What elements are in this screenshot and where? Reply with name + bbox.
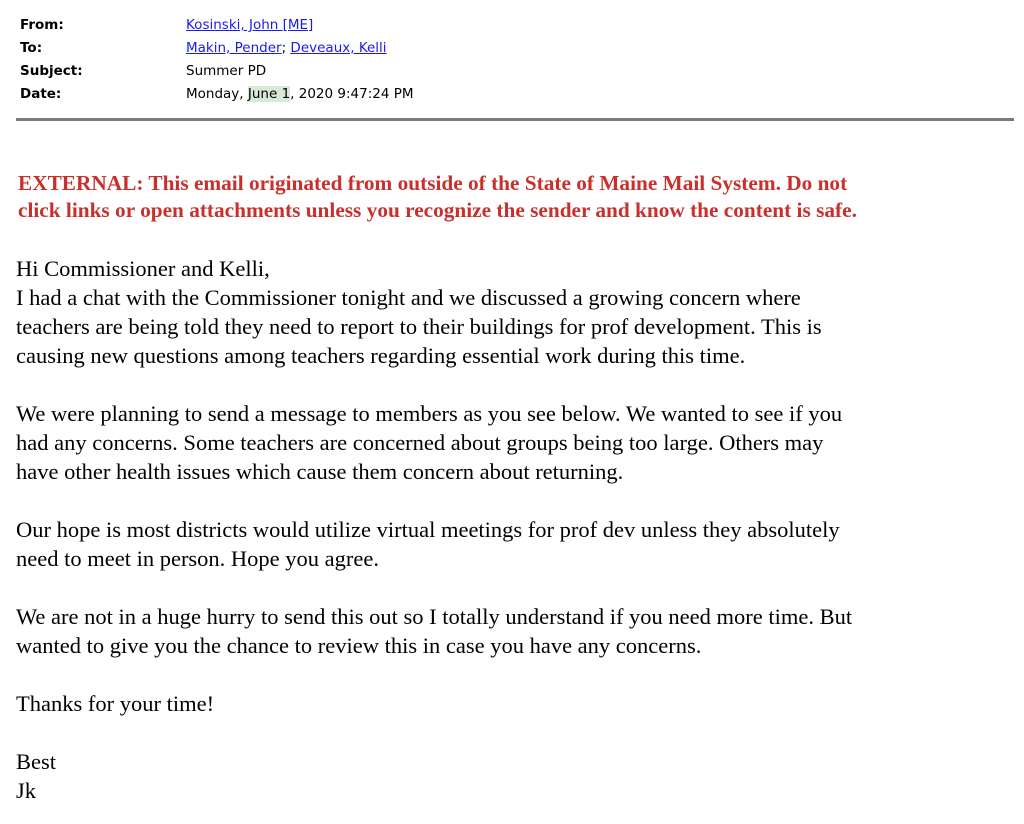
date-suffix: , 2020 9:47:24 PM [290,86,414,102]
recipient-separator: ; [281,40,291,56]
paragraph-1-line-1: I had a chat with the Commissioner tonight and we discussed a growing concern where [16,285,801,310]
recipient-link-makin[interactable]: Makin, Pender [186,40,282,56]
recipient-link-deveaux[interactable]: Deveaux, Kelli [290,40,387,56]
external-warning [18,170,1014,224]
paragraph-2-line-1: We were planning to send a message to members as you see below. We wanted to see if you [16,401,843,426]
warning-line-1: EXTERNAL: This email originated from outside of the State of Maine Mail System. Do not [18,171,848,195]
date-prefix: Monday, [186,86,248,102]
sender-link[interactable]: Kosinski, John [ME] [186,17,314,33]
paragraph-4-line-1: We are not in a huge hurry to send this out so I totally understand if you need more time. But [16,604,853,629]
closing-line: Best [16,749,57,774]
paragraph-2-line-2: had any concerns. Some teachers are concerned about groups being too large. Others may [16,430,824,455]
date-row [20,83,1010,106]
thanks-line: Thanks for your time! [16,691,215,716]
date-label: Date: [20,86,62,102]
date-highlight: June 1 [247,86,291,102]
subject-label: Subject: [20,63,83,79]
email-header [20,14,1010,106]
paragraph-3-line-1: Our hope is most districts would utilize virtual meetings for prof dev unless they absolutely [16,517,840,542]
from-label: From: [20,17,64,33]
header-divider [16,118,1014,121]
paragraph-1-line-2: teachers are being told they need to report to their buildings for prof development. This is [16,314,822,339]
paragraph-3-line-2: need to meet in person. Hope you agree. [16,546,379,571]
subject-value: Summer PD [186,63,267,79]
to-row [20,37,1010,60]
email-body [16,254,1016,805]
date-value [186,83,414,106]
paragraph-1-line-3: causing new questions among teachers regarding essential work during this time. [16,343,746,368]
greeting: Hi Commissioner and Kelli, [16,256,270,281]
warning-line-2: click links or open attachments unless you recognize the sender and know the content is safe. [18,198,857,222]
from-row [20,14,1010,37]
paragraph-4-line-2: wanted to give you the chance to review this in case you have any concerns. [16,633,702,658]
to-label: To: [20,40,43,56]
subject-row [20,60,1010,83]
signature: Jk [16,778,37,803]
paragraph-2-line-3: have other health issues which cause them concern about returning. [16,459,624,484]
